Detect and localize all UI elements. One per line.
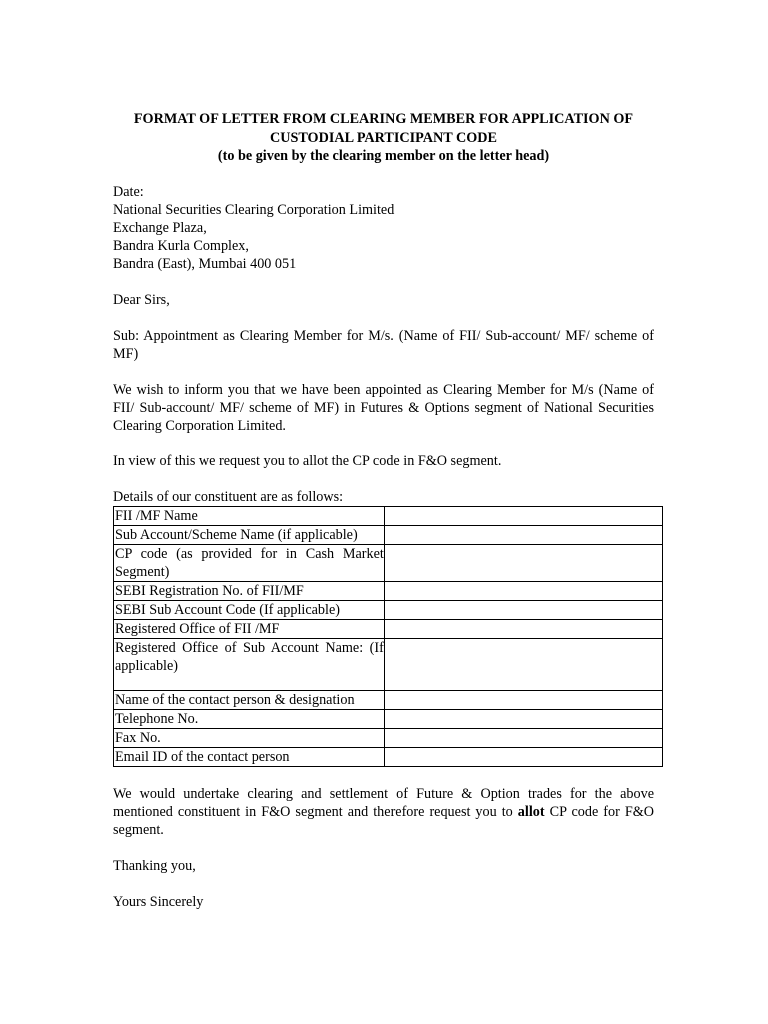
body-paragraph-1: We wish to inform you that we have been appointed as Clearing Member for M/s (Name of FII/ Sub-account/ MF/ scheme of MF) in Futures & Options segment of National Securities Clearing Corporation Limited.: [113, 382, 654, 434]
letter-title: [113, 110, 654, 164]
paragraph-3-bold-word: allot: [517, 804, 545, 820]
row-value-cell[interactable]: [384, 545, 662, 582]
row-value-cell[interactable]: [384, 748, 662, 767]
row-value-cell[interactable]: [384, 710, 662, 729]
body-paragraph-2: In view of this we request you to allot the CP code in F&O segment.: [113, 453, 502, 469]
table-row: [114, 729, 663, 748]
recipient-address: [113, 183, 654, 273]
row-label: Registered Office of Sub Account Name: (If applicable): [114, 639, 385, 691]
table-row: [114, 691, 663, 710]
row-value-cell[interactable]: [384, 601, 662, 620]
details-intro: Details of our constituent are as follows:: [113, 489, 344, 505]
closing-line: Yours Sincerely: [113, 894, 204, 910]
row-value-cell[interactable]: [384, 526, 662, 545]
row-label: Email ID of the contact person: [114, 748, 385, 767]
title-line-2: CUSTODIAL PARTICIPANT CODE: [269, 130, 498, 146]
row-label: Name of the contact person & designation: [114, 691, 385, 710]
table-row: [114, 526, 663, 545]
address-line: Exchange Plaza,: [113, 220, 207, 236]
row-label: Sub Account/Scheme Name (if applicable): [114, 526, 385, 545]
row-label: SEBI Sub Account Code (If applicable): [114, 601, 385, 620]
table-row: [114, 507, 663, 526]
row-label: FII /MF Name: [114, 507, 385, 526]
date-label: Date:: [113, 184, 144, 200]
table-row: [114, 601, 663, 620]
table-row: [114, 582, 663, 601]
address-line: Bandra Kurla Complex,: [113, 238, 249, 254]
row-value-cell[interactable]: [384, 691, 662, 710]
row-label: CP code (as provided for in Cash Market Segment): [115, 546, 384, 580]
title-subtitle: (to be given by the clearing member on the letter head): [217, 148, 550, 164]
body-paragraph-3: [113, 785, 654, 839]
row-value-cell[interactable]: [384, 729, 662, 748]
salutation: Dear Sirs,: [113, 292, 170, 308]
paragraph-3-text-end: CP code for F&O segment.: [113, 804, 654, 838]
constituent-details-table: [113, 506, 663, 767]
row-value-cell[interactable]: [384, 639, 662, 691]
address-line: Bandra (East), Mumbai 400 051: [113, 256, 297, 272]
row-label: SEBI Registration No. of FII/MF: [114, 582, 385, 601]
subject-line: Sub: Appointment as Clearing Member for M/s. (Name of FII/ Sub-account/ MF/ scheme of MF): [113, 328, 654, 362]
row-label: Telephone No.: [114, 710, 385, 729]
table-row: [114, 620, 663, 639]
table-row: [114, 545, 663, 582]
row-value-cell[interactable]: [384, 582, 662, 601]
address-line: National Securities Clearing Corporation Limited: [113, 202, 395, 218]
row-value-cell[interactable]: [384, 507, 662, 526]
paragraph-3-text: We would undertake clearing and settlement of Future & Option trades for the above mentioned constituent in F&O segment and therefore request you to: [113, 786, 654, 820]
title-line-1: FORMAT OF LETTER FROM CLEARING MEMBER FOR APPLICATION OF: [133, 111, 634, 127]
table-row: [114, 639, 663, 691]
thanks-line: Thanking you,: [113, 858, 196, 874]
row-label: Fax No.: [114, 729, 385, 748]
row-value-cell[interactable]: [384, 620, 662, 639]
table-row: [114, 748, 663, 767]
letter-page: [113, 110, 654, 911]
row-label: Registered Office of FII /MF: [114, 620, 385, 639]
table-row: [114, 710, 663, 729]
